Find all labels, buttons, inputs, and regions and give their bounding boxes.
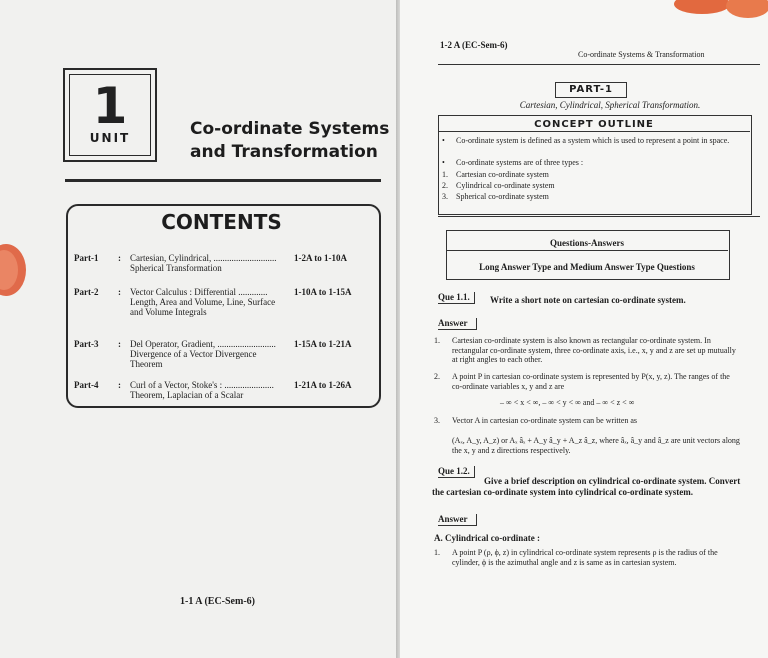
answer-equation: – ∞ < x < ∞, – ∞ < y < ∞ and – ∞ < z < ∞ xyxy=(500,398,635,407)
chapter-title xyxy=(190,118,390,164)
chapter-title-line1: Co-ordinate Systems xyxy=(190,119,390,139)
chapter-title-line2: and Transformation xyxy=(190,142,378,162)
answer-item-number: 1. xyxy=(434,548,440,557)
running-header-right: Co-ordinate Systems & Transformation xyxy=(578,50,705,59)
question-text: Write a short note on cartesian co-ordinate system. xyxy=(490,295,686,305)
contents-part-label: Part-3 xyxy=(74,339,99,349)
answer-item-text: Vector A in cartesian co-ordinate system can be written as xyxy=(452,416,638,425)
questions-answers-divider xyxy=(446,250,728,251)
title-rule xyxy=(65,179,381,182)
concept-item-text: Co-ordinate system is defined as a system which is used to represent a point in space. xyxy=(456,136,730,145)
page-footer: 1-1 A (EC-Sem-6) xyxy=(180,596,255,607)
answer-item-text: A point P in cartesian co-ordinate system is represented by P(x, y, z). The ranges of the co-ordinate variables x, y and z are xyxy=(452,372,730,391)
concept-item-text: Cylindrical co-ordinate system xyxy=(456,181,555,190)
section-rule xyxy=(438,216,760,217)
concept-item xyxy=(442,181,746,190)
questions-answers-subtitle: Long Answer Type and Medium Answer Type Questions xyxy=(479,262,695,272)
concept-item xyxy=(442,158,746,167)
answer-item-number: 2. xyxy=(434,372,440,381)
concept-item-marker: • xyxy=(442,158,445,167)
contents-part-text: Del Operator, Gradient, .......................... Divergence of a Vector Divergence Theorem xyxy=(130,339,276,369)
part-label: PART-1 xyxy=(555,82,627,98)
answer-item-text: Cartesian co-ordinate system is also known as rectangular co-ordinate system. In rectangular co-ordinate system, three co-ordinate axis, i.e., x, y and z are set up mutually at right angles to each other. xyxy=(452,336,736,364)
concept-item-marker: 2. xyxy=(442,181,448,190)
concept-item-marker: • xyxy=(442,136,445,145)
concept-item-marker: 1. xyxy=(442,170,448,179)
finger-decoration xyxy=(0,240,30,300)
contents-part-label: Part-4 xyxy=(74,380,99,390)
contents-part-text: Vector Calculus : Differential ............. Length, Area and Volume, Line, Surface and Volume Integrals xyxy=(130,287,276,317)
question-text: Give a brief description on cylindrical co-ordinate system. Convert the cartesian co-ordinate system into cylindrical co-ordinate system. xyxy=(432,476,741,497)
contents-part-text: Curl of a Vector, Stoke's : ...................... Theorem, Laplacian of a Scalar xyxy=(130,380,274,400)
unit-label: UNIT xyxy=(89,131,131,145)
concept-item xyxy=(442,136,746,145)
contents-part-pages: 1-2A to 1-10A xyxy=(294,253,347,263)
unit-number: 1 xyxy=(92,77,128,135)
unit-badge-inner xyxy=(69,74,151,156)
answer-section-heading: A. Cylindrical co-ordinate : xyxy=(434,533,540,543)
answer-item-text: (Aₓ, A_y, A_z) or Aₓ âₓ + A_y â_y + A_z â_z, where âₓ, â_y and â_z are unit vectors along the x, y and z directions respectively. xyxy=(452,436,740,455)
concept-item xyxy=(442,192,746,201)
left-page: 1 UNIT Co-ordinate Systems and Transformation CONTENTS Part-1 : Cartesian, Cylindrical, ............................ Spherical Transformation 1-2A to 1-10A Part-2 : Vector Calculus : Differential ............. Length, Area and Volume, Line, Surface and Volume Integrals 1-10A to 1-15A Part-3 : Del Operator, Gradient, .......................... Divergence of a Vector Divergence Theorem 1-15A to 1-21A Part-4 : Curl of a Vector, Stoke's : ...................... Theorem, Laplacian of a Scalar 1-21A to 1-26A 1-1 A (EC-Sem-6) xyxy=(0,0,398,658)
running-header-left: 1-2 A (EC-Sem-6) xyxy=(440,40,508,50)
answer-label: Answer xyxy=(438,514,477,526)
contents-part-pages: 1-15A to 1-21A xyxy=(294,339,352,349)
question-label: Que 1.2. xyxy=(438,466,475,478)
contents-part-pages: 1-21A to 1-26A xyxy=(294,380,352,390)
questions-answers-title: Questions-Answers xyxy=(549,238,624,248)
unit-badge xyxy=(63,68,157,162)
concept-item xyxy=(442,170,746,179)
concept-item-text: Co-ordinate systems are of three types : xyxy=(456,158,584,167)
contents-title: CONTENTS xyxy=(161,210,282,234)
concept-item-text: Spherical co-ordinate system xyxy=(456,192,549,201)
contents-part-text: Cartesian, Cylindrical, ............................ Spherical Transformation xyxy=(130,253,277,273)
part-subtitle: Cartesian, Cylindrical, Spherical Transformation. xyxy=(519,100,701,110)
answer-label: Answer xyxy=(438,318,477,330)
answer-item-text: A point P (ρ, ϕ, z) in cylindrical co-ordinate system represents ρ is the radius of the cylinder, ϕ is the azimuthal angle and z is same as in cartesian system. xyxy=(452,548,718,567)
answer-item-number: 1. xyxy=(434,336,440,345)
concept-outline-title: CONCEPT OUTLINE xyxy=(438,118,750,132)
contents-part-label: Part-1 xyxy=(74,253,99,263)
question-label: Que 1.1. xyxy=(438,292,475,304)
finger-decoration-top xyxy=(672,0,768,22)
concept-item-text: Cartesian co-ordinate system xyxy=(456,170,549,179)
contents-part-pages: 1-10A to 1-15A xyxy=(294,287,352,297)
header-rule xyxy=(438,64,760,65)
concept-item-marker: 3. xyxy=(442,192,448,201)
answer-item-number: 3. xyxy=(434,416,440,425)
contents-part-label: Part-2 xyxy=(74,287,99,297)
